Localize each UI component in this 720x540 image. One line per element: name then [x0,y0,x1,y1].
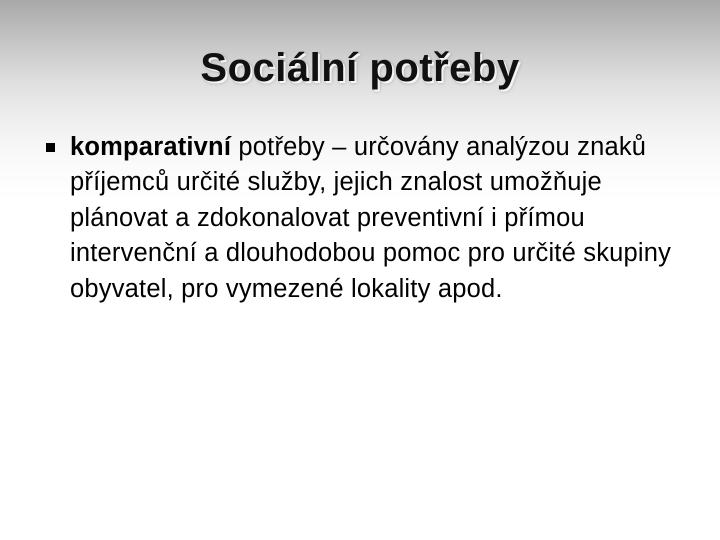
bullet-item [40,130,680,307]
slide-title: Sociální potřeby [200,46,520,90]
slide-content [40,130,680,307]
bullet-text: potřeby – určovány analýzou znaků příjemců určité služby, jejich znalost umožňuje plánovat a zdokonalovat preventivní i přímou intervenční a dlouhodobou pomoc pro určité skupiny obyvatel, pro vymezené lokality apod. [70,133,672,303]
square-bullet-icon [46,143,55,152]
bullet-emphasis: komparativní [70,133,232,161]
